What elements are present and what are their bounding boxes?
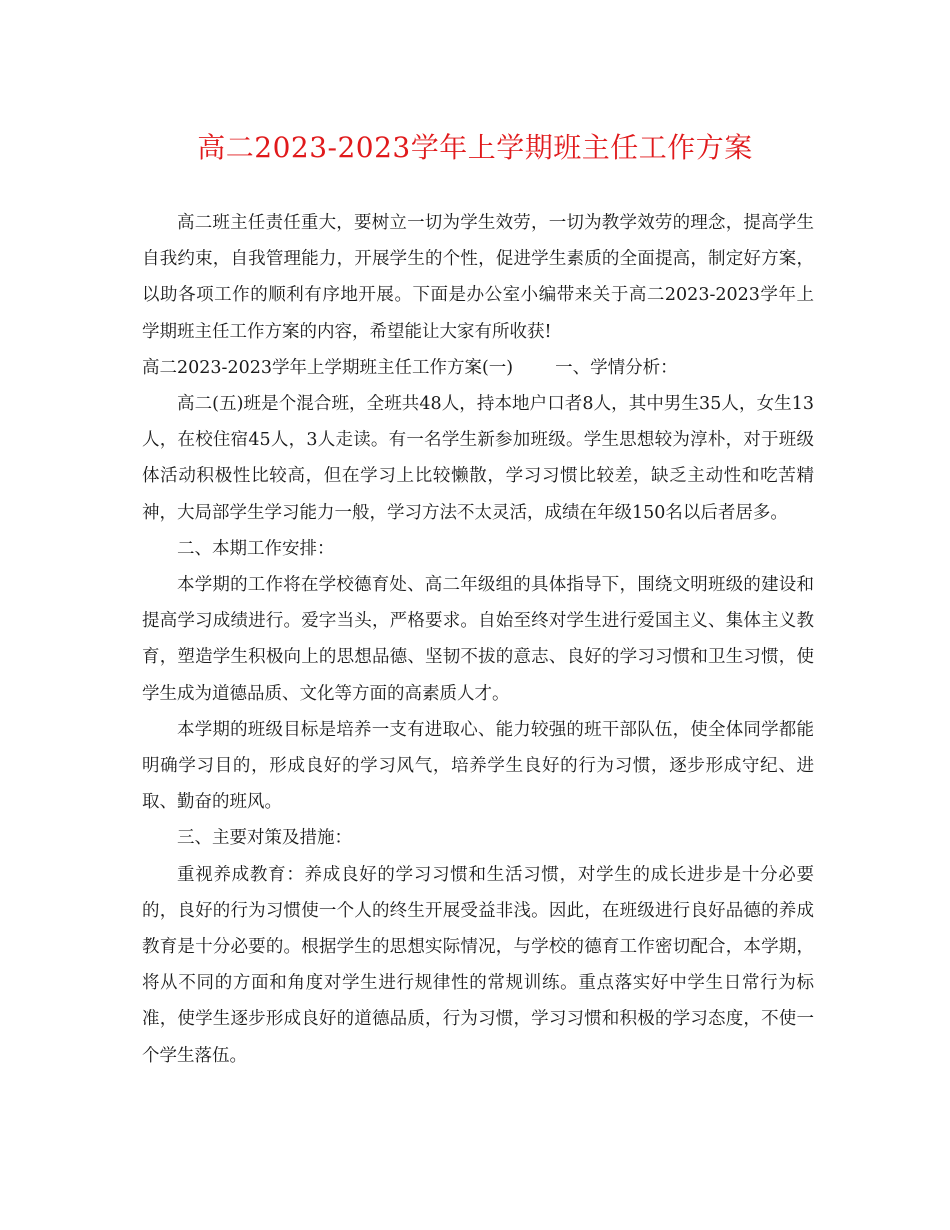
plan-subtitle: 高二2023-2023学年上学期班主任工作方案(一) [142, 357, 514, 378]
section2-paragraph-1: 本学期的工作将在学校德育处、高二年级组的具体指导下，围绕文明班级的建设和提高学习成绩进行。爱字当头，严格要求。自始至终对学生进行爱国主义、集体主义教育，塑造学生积极向上的思想品德、坚韧不拔的意志、良好的学习习惯和卫生习惯，使学生成为道德品质、文化等方面的高素质人才。 [142, 575, 814, 704]
section1-heading: 一、学情分析： [555, 357, 678, 378]
section2-paragraph-2: 本学期的班级目标是培养一支有进取心、能力较强的班干部队伍，使全体同学都能明确学习目的，形成良好的学习风气，培养学生良好的行为习惯，逐步形成守纪、进取、勤奋的班风。 [142, 719, 814, 813]
subtitle-line [142, 350, 814, 386]
section2-heading: 二、本期工作安排： [177, 538, 335, 559]
document-body [142, 205, 814, 1074]
section3-heading: 三、主要对策及措施： [177, 828, 352, 849]
intro-paragraph: 高二班主任责任重大，要树立一切为学生效劳，一切为教学效劳的理念，提高学生自我约束，自我管理能力，开展学生的个性，促进学生素质的全面提高，制定好方案，以助各项工作的顺利有序地开展。下面是办公室小编带来关于高二2023-2023学年上学期班主任工作方案的内容，希望能让大家有所收获! [142, 213, 814, 342]
section1-paragraph: 高二(五)班是个混合班，全班共48人，持本地户口者8人，其中男生35人，女生13人，在校住宿45人，3人走读。有一名学生新参加班级。学生思想较为淳朴，对于班级体活动积极性比较高，但在学习上比较懒散，学习习惯比较差，缺乏主动性和吃苦精神，大局部学生学习能力一般，学习方法不太灵活，成绩在年级150名以后者居多。 [142, 394, 814, 523]
section3-paragraph-1: 重视养成教育：养成良好的学习习惯和生活习惯，对学生的成长进步是十分必要的，良好的行为习惯使一个人的终生开展受益非浅。因此，在班级进行良好品德的养成教育是十分必要的。根据学生的思想实际情况，与学校的德育工作密切配合，本学期，将从不同的方面和角度对学生进行规律性的常规训练。重点落实好中学生日常行为标准，使学生逐步形成良好的道德品质，行为习惯，学习习惯和积极的学习态度，不使一个学生落伍。 [142, 864, 814, 1066]
document-title: 高二2023-2023学年上学期班主任工作方案 [197, 131, 753, 164]
